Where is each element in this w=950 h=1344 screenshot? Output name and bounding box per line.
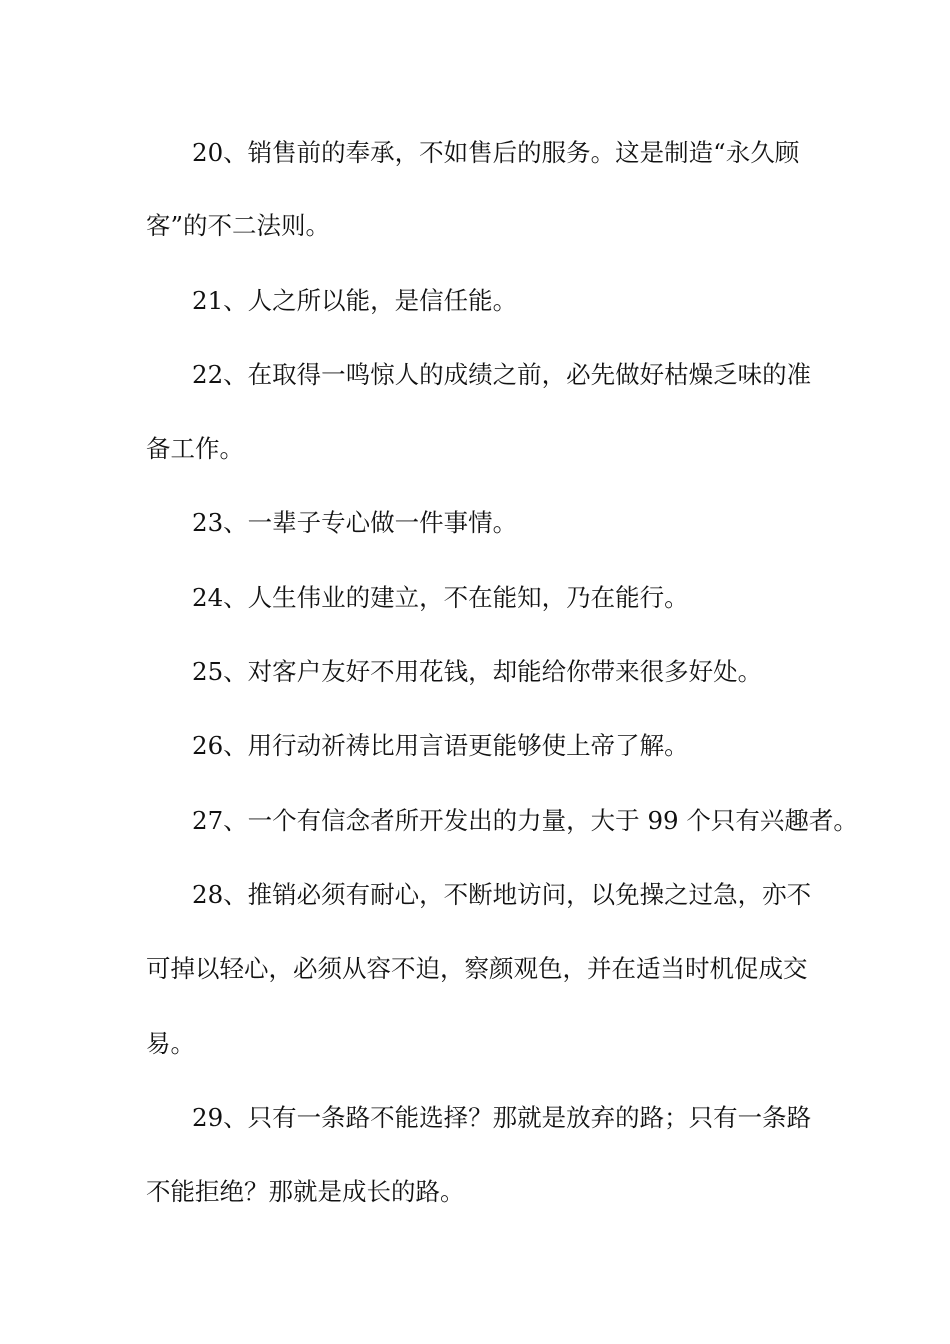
quote-29-line-1: 29、只有一条路不能选择？那就是放弃的路；只有一条路	[192, 1103, 812, 1132]
quote-20-line-2: 客”的不二法则。	[146, 211, 331, 240]
quote-27: 27、一个有信念者所开发出的力量，大于 99 个只有兴趣者。	[192, 806, 858, 835]
quote-28-line-1: 28、推销必须有耐心，不断地访问，以免操之过急，亦不	[192, 880, 812, 909]
quote-22-line-1: 22、在取得一鸣惊人的成绩之前，必先做好枯燥乏味的准	[192, 360, 812, 389]
quote-25: 25、对客户友好不用花钱，却能给你带来很多好处。	[192, 657, 763, 686]
quote-22-line-2: 备工作。	[146, 434, 244, 463]
quote-29-line-2: 不能拒绝？那就是成长的路。	[146, 1177, 465, 1206]
quote-28-line-3: 易。	[146, 1029, 195, 1058]
quote-23: 23、一辈子专心做一件事情。	[192, 508, 518, 537]
quote-21: 21、人之所以能，是信任能。	[192, 286, 518, 315]
quote-24: 24、人生伟业的建立，不在能知，乃在能行。	[192, 583, 689, 612]
quote-20-line-1: 20、销售前的奉承，不如售后的服务。这是制造“永久顾	[192, 138, 800, 167]
quote-26: 26、用行动祈祷比用言语更能够使上帝了解。	[192, 731, 689, 760]
quote-28-line-2: 可掉以轻心，必须从容不迫，察颜观色，并在适当时机促成交	[146, 954, 808, 983]
